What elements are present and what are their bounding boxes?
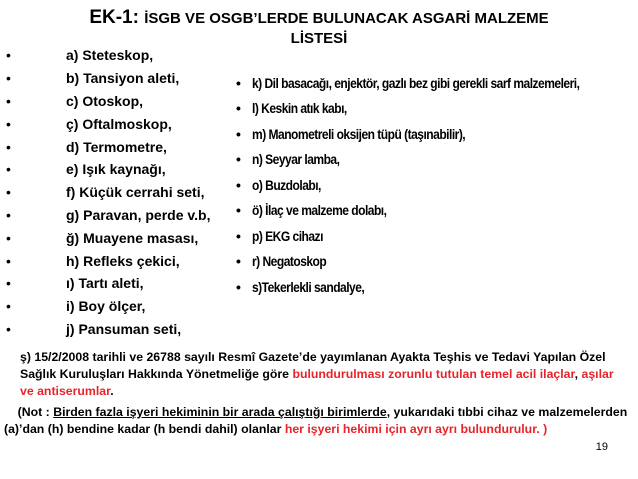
left-list-item <box>6 249 256 272</box>
bullet-icon: • <box>6 252 11 269</box>
bullet-icon: • <box>6 184 11 201</box>
left-list-item <box>6 90 256 113</box>
left-list-item <box>6 181 256 204</box>
bullet-icon: • <box>6 47 11 64</box>
right-list-item <box>236 223 636 249</box>
left-list-item <box>6 272 256 295</box>
left-list-item <box>6 204 256 227</box>
right-list-item <box>236 147 636 173</box>
bullet-icon: • <box>6 298 11 315</box>
right-item-label: r) Negatoskop <box>252 253 327 270</box>
bullet-icon: • <box>236 253 241 270</box>
title-line-2: LİSTESİ <box>290 30 348 47</box>
note2-underlined: Birden fazla işyeri hekiminin bir arada çalıştığı birimlerde <box>53 405 387 419</box>
left-item-label: e) Işık kaynağı, <box>66 161 166 178</box>
right-item-label: s)Tekerlekli sandalye, <box>252 278 365 295</box>
note2-highlight: her işyeri hekimi için ayrı ayrı bulundurulur. ) <box>284 422 548 436</box>
bullet-icon: • <box>6 320 11 337</box>
left-item-label: a) Steteskop, <box>66 47 154 64</box>
right-item-label: m) Manometreli oksijen tüpü (taşınabilir), <box>252 125 466 142</box>
note2-text: , yukarıdaki tıbbi cihaz ve malzemelerden (a)’dan (h) bendine kadar (h bendi dahil) olanlar <box>4 405 628 436</box>
note1-separator: , <box>574 367 582 381</box>
bullet-icon: • <box>6 275 11 292</box>
right-item-label: n) Seyyar lamba, <box>252 151 340 168</box>
left-item-label: ğ) Muayene masası, <box>66 229 199 246</box>
bullet-icon: • <box>6 206 11 223</box>
right-item-label: k) Dil basacağı, enjektör, gazlı bez gibi gerekli sarf malzemeleri, <box>252 74 580 91</box>
right-list-item <box>236 249 636 275</box>
bullet-icon: • <box>236 151 241 168</box>
right-list-item <box>236 121 636 147</box>
bullet-icon: • <box>236 278 241 295</box>
left-list-item <box>6 226 256 249</box>
left-list-item <box>6 295 256 318</box>
bullet-icon: • <box>236 202 241 219</box>
left-list-item <box>6 44 256 67</box>
bullet-icon: • <box>236 74 241 91</box>
left-item-label: j) Pansuman seti, <box>66 320 182 337</box>
left-item-label: f) Küçük cerrahi seti, <box>66 184 205 201</box>
right-list-item <box>236 198 636 224</box>
right-list-item <box>236 274 636 300</box>
right-list-item <box>236 70 636 96</box>
bullet-icon: • <box>236 227 241 244</box>
bullet-icon: • <box>6 92 11 109</box>
right-list-item <box>236 96 636 122</box>
page-title <box>0 8 638 49</box>
bullet-icon: • <box>6 229 11 246</box>
left-item-label: i) Boy ölçer, <box>66 298 146 315</box>
right-equipment-list <box>236 70 636 300</box>
left-item-label: h) Refleks çekici, <box>66 252 180 269</box>
right-item-label: o) Buzdolabı, <box>252 176 321 193</box>
bullet-icon: • <box>6 138 11 155</box>
bullet-icon: • <box>6 115 11 132</box>
bullet-icon: • <box>236 100 241 117</box>
left-list-item <box>6 67 256 90</box>
left-list-item <box>6 135 256 158</box>
left-item-label: c) Otoskop, <box>66 92 144 109</box>
left-list-item <box>6 112 256 135</box>
title-prefix: EK-1: <box>89 7 145 28</box>
page-number: 19 <box>595 441 608 453</box>
note1-highlight-1: bulundurulması zorunlu tutulan temel acil ilaçlar <box>292 367 575 381</box>
left-item-label: ç) Oftalmoskop, <box>66 115 172 132</box>
note1-text: ş) 15/2/2008 tarihli ve 26788 sayılı Resmî Gazete’de yayımlanan Ayakta Teşhis ve Tedavi Yapılan Özel Sağlık Kuruluşları Hakkında Yönetmeliğe göre <box>20 350 606 381</box>
left-item-label: g) Paravan, perde v.b, <box>66 206 211 223</box>
left-item-label: b) Tansiyon aleti, <box>66 70 180 87</box>
bullet-icon: • <box>236 176 241 193</box>
bullet-icon: • <box>236 125 241 142</box>
physician-note <box>4 404 634 438</box>
note1-highlight-2: aşılar ve antiserumlar <box>20 367 614 398</box>
right-item-label: ö) İlaç ve malzeme dolabı, <box>252 202 387 219</box>
note2-open: (Not : <box>17 405 54 419</box>
left-item-label: ı) Tartı aleti, <box>66 275 144 292</box>
left-list-item <box>6 158 256 181</box>
left-equipment-list <box>6 44 256 340</box>
bullet-icon: • <box>6 161 11 178</box>
note1-end: . <box>110 384 114 398</box>
regulation-note <box>20 349 620 400</box>
right-item-label: l) Keskin atık kabı, <box>252 100 347 117</box>
right-list-item <box>236 172 636 198</box>
left-list-item <box>6 318 256 341</box>
bullet-icon: • <box>6 70 11 87</box>
left-item-label: d) Termometre, <box>66 138 167 155</box>
title-line-1: İSGB VE OSGB’LERDE BULUNACAK ASGARİ MALZEME <box>144 10 549 27</box>
right-item-label: p) EKG cihazı <box>252 227 323 244</box>
